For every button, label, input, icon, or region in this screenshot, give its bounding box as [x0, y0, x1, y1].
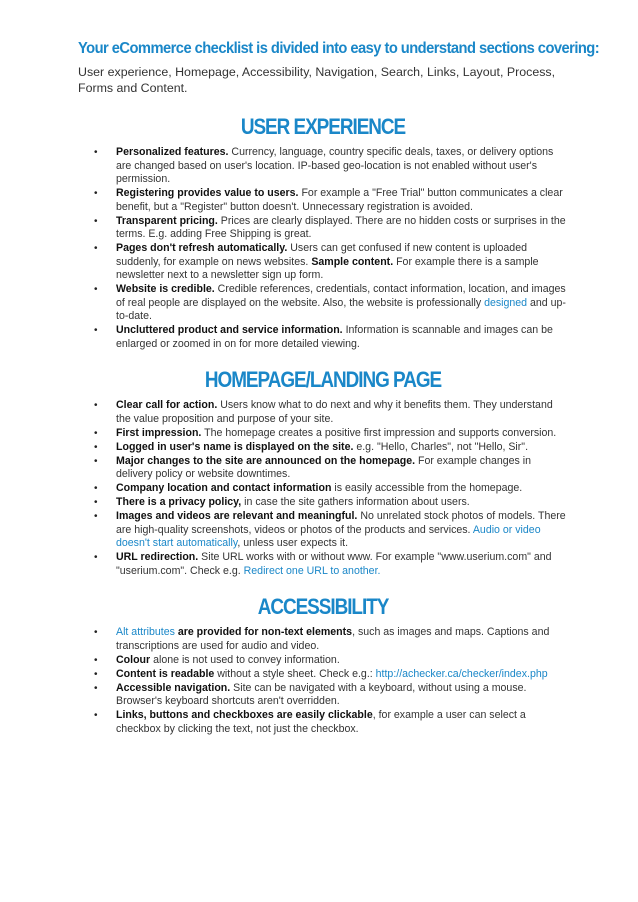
list-item [78, 682, 568, 709]
section-accessibility [78, 594, 568, 736]
item-text: Site can be navigated with a keyboard, without using a mouse. Browser's keyboard shortcuts aren't overridden. [116, 681, 527, 707]
list-item [78, 709, 568, 736]
item-lead: Registering provides value to users. [116, 187, 299, 199]
item-lead: Clear call for action. [116, 399, 218, 411]
item-lead: Accessible navigation. [116, 681, 231, 694]
item-text: and up-to-date. [116, 296, 566, 322]
bullet-icon: • [94, 188, 98, 199]
list-item [78, 399, 568, 426]
item-lead: URL redirection. [116, 551, 199, 563]
item-lead: Content is readable [116, 667, 215, 680]
section-title: HOMEPAGE/LANDING PAGE [204, 367, 442, 392]
list-item [78, 551, 568, 578]
bullet-icon: • [94, 427, 98, 439]
item-lead: Website is credible. [116, 283, 215, 295]
bullet-icon: • [94, 483, 98, 494]
bullet-icon: • [94, 627, 98, 638]
item-lead: Links, buttons and checkboxes are easily clickable [116, 709, 373, 721]
item-lead: First impression. [116, 426, 202, 439]
list-item [78, 482, 568, 496]
list-item [78, 187, 568, 214]
bullet-icon: • [94, 497, 98, 508]
item-lead: Images and videos are relevant and meaningful. [116, 510, 358, 522]
item-text: , unless user expects it. [237, 537, 349, 549]
item-text: is easily accessible from the homepage. [331, 482, 523, 494]
item-lead: Sample content. [311, 255, 394, 268]
bullet-icon: • [94, 511, 98, 522]
bullet-icon: • [94, 654, 98, 666]
item-lead: Uncluttered product and service information. [116, 324, 343, 336]
item-lead: Major changes to the site are announced on the homepage. [116, 454, 416, 467]
item-text: Credible references, credentials, contact information, location, and images of real people are displayed on the website. Also, the website is professionally [116, 283, 566, 309]
intro-title: Your eCommerce checklist is divided into easy to understand sections covering: [78, 40, 600, 57]
item-text: Users know what to do next and why it benefits them. They understand the value proposition and purpose of your site. [116, 399, 553, 425]
item-text: The homepage creates a positive first impression and supports conversion. [201, 426, 557, 439]
item-link[interactable]: http://achecker.ca/checker/index.php [375, 667, 548, 680]
item-text: For example changes in delivery policy or website downtimes. [116, 454, 532, 480]
bullet-icon: • [94, 325, 98, 336]
bullet-icon: • [94, 682, 98, 694]
bullet-icon: • [94, 400, 98, 411]
item-lead: Colour [116, 653, 151, 666]
item-text: without a style sheet. Check e.g.: [214, 667, 376, 680]
item-lead: Pages don't refresh automatically. [116, 242, 288, 254]
list-item [78, 427, 568, 441]
list-item [78, 510, 568, 551]
item-text: Users can get confused if new content is uploaded suddenly, for example on news websites. [116, 242, 527, 268]
bullet-icon: • [94, 668, 98, 680]
item-text: alone is not used to convey information. [150, 653, 340, 666]
item-text: , for example a user can select a checkbox by clicking the text, not just the checkbox. [116, 709, 526, 735]
list-item [78, 654, 568, 668]
item-link[interactable]: Audio or video doesn't start automatically [116, 523, 541, 549]
item-text: Site URL works with or without www. For example "www.userium.com" and "userium.com". Check e.g. [116, 551, 552, 577]
item-lead: There is a privacy policy, [116, 496, 242, 508]
bullet-icon: • [94, 215, 98, 227]
item-text: For example a "Free Trial" button communicates a clear benefit, but a "Register" button doesn't. Unnecessary registration is avoided. [116, 187, 563, 213]
item-link[interactable]: designed [484, 296, 528, 309]
item-link[interactable]: Alt attributes [116, 626, 175, 638]
bullet-icon: • [94, 455, 98, 467]
item-text: Prices are clearly displayed. There are no hidden costs or surprises in the terms. E.g. adding Free Shipping is great. [116, 214, 566, 240]
bullet-icon: • [94, 710, 98, 721]
list-item [78, 441, 568, 455]
bullet-icon: • [94, 441, 98, 453]
item-lead: are provided for non-text elements [174, 626, 353, 638]
section-user-experience [78, 114, 568, 351]
bullet-icon: • [94, 147, 98, 158]
list-item [78, 324, 568, 351]
bullet-icon: • [94, 552, 98, 563]
item-text: No unrelated stock photos of models. There are high-quality screenshots, videos or photos of the products and services. [116, 510, 566, 536]
accessibility-list [78, 626, 568, 736]
section-title: USER EXPERIENCE [240, 114, 406, 139]
ux-list [78, 146, 568, 351]
item-text: in case the site gathers information about users. [241, 496, 470, 508]
list-item [78, 146, 568, 187]
bullet-icon: • [94, 284, 98, 295]
item-text: Information is scannable and images can be enlarged or zoomed in on for more detailed viewing. [116, 324, 553, 350]
item-lead: Company location and contact information [116, 482, 332, 494]
item-text: Currency, language, country specific deals, taxes, or delivery options are changed based on user's location. IP-based geo-location is not enabled without user's permission. [116, 146, 554, 185]
item-text: , such as images and maps. Captions and transcriptions are used for audio and video. [116, 626, 550, 652]
intro-text: User experience, Homepage, Accessibility, Navigation, Search, Links, Layout, Process, Forms and Content. [78, 65, 556, 95]
item-text: e.g. "Hello, Charles", not "Hello, Sir". [353, 440, 529, 453]
homepage-list [78, 399, 568, 578]
list-item [78, 668, 568, 682]
bullet-icon: • [94, 243, 98, 254]
list-item [78, 283, 568, 324]
item-lead: Personalized features. [116, 146, 229, 158]
item-text: For example there is a sample newsletter next to a newsletter sign up form. [116, 255, 539, 281]
list-item [78, 215, 568, 242]
list-item [78, 496, 568, 510]
list-item [78, 242, 568, 283]
section-title: ACCESSIBILITY [257, 594, 389, 619]
document-page [78, 40, 600, 737]
item-lead: Logged in user's name is displayed on the site. [116, 440, 354, 453]
section-homepage [78, 367, 568, 578]
item-lead: Transparent pricing. [116, 214, 218, 227]
item-link[interactable]: Redirect one URL to another. [243, 564, 381, 577]
list-item [78, 455, 568, 482]
list-item [78, 626, 568, 653]
